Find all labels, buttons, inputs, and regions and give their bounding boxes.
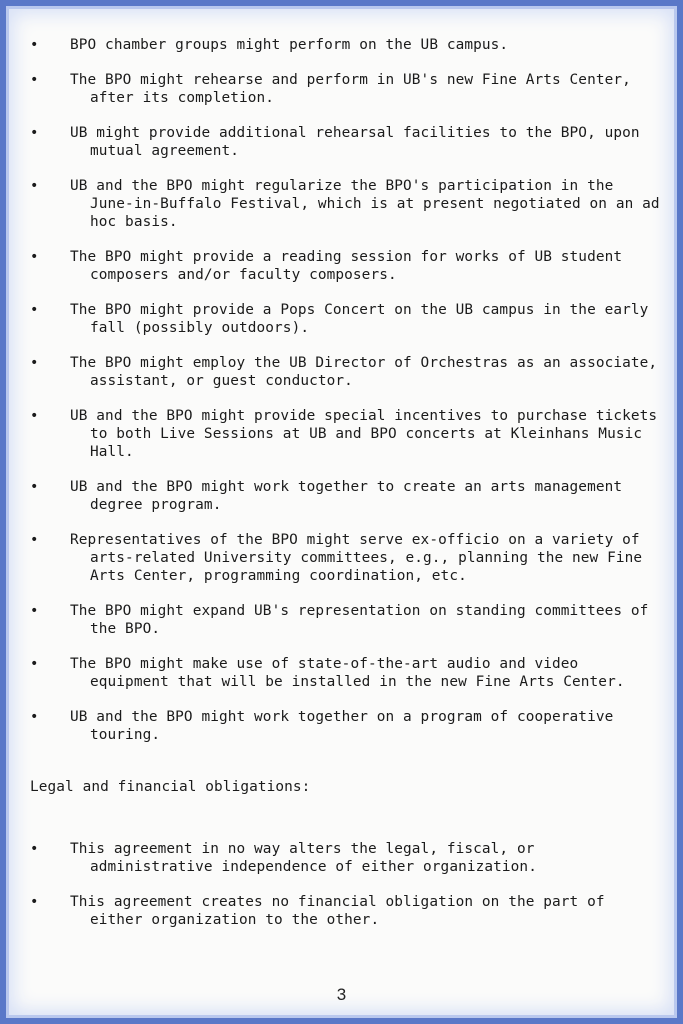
list-item-text: This agreement creates no financial obligation on the part of either organization to the other. <box>70 894 605 928</box>
bullet-icon: • <box>30 72 39 88</box>
list-item-text: The BPO might employ the UB Director of Orchestras as an associate, assistant, or guest conductor. <box>70 355 658 389</box>
bullet-icon: • <box>30 355 39 371</box>
list-item-text: Representatives of the BPO might serve ex-officio on a variety of arts-related University committees, e.g., planning the new Fine Arts Center, programming coordination, etc. <box>70 532 643 584</box>
list-item-text: This agreement in no way alters the legal, fiscal, or administrative independence of either organization. <box>70 841 537 875</box>
bullet-icon: • <box>30 408 39 424</box>
bullet-icon: • <box>30 894 39 910</box>
list-item-text: UB and the BPO might work together to create an arts management degree program. <box>70 479 623 513</box>
list-item <box>30 893 660 929</box>
section-heading: Legal and financial obligations: <box>30 779 311 795</box>
bullet-icon: • <box>30 603 39 619</box>
bullet-icon: • <box>30 841 39 857</box>
list-item <box>30 248 660 284</box>
list-item <box>30 354 660 390</box>
list-item-text: UB and the BPO might regularize the BPO's participation in the June-in-Buffalo Festival, which is at present negotiated on an ad hoc basis. <box>70 178 660 230</box>
bullet-icon: • <box>30 656 39 672</box>
list-item <box>30 301 660 337</box>
list-item <box>30 124 660 160</box>
list-item <box>30 71 660 107</box>
bullet-icon: • <box>30 479 39 495</box>
list-item-text: The BPO might make use of state-of-the-art audio and video equipment that will be installed in the new Fine Arts Center. <box>70 656 625 690</box>
list-item-text: The BPO might rehearse and perform in UB's new Fine Arts Center, after its completion. <box>70 72 631 106</box>
list-item <box>30 655 660 691</box>
document-page <box>30 36 660 946</box>
bullet-icon: • <box>30 709 39 725</box>
list-item <box>30 708 660 744</box>
bullet-icon: • <box>30 37 39 53</box>
list-item <box>30 602 660 638</box>
bullet-icon: • <box>30 532 39 548</box>
list-item-text: The BPO might expand UB's representation on standing committees of the BPO. <box>70 603 649 637</box>
list-item-text: The BPO might provide a Pops Concert on the UB campus in the early fall (possibly outdoors). <box>70 302 649 336</box>
list-item <box>30 478 660 514</box>
list-item-text: UB might provide additional rehearsal facilities to the BPO, upon mutual agreement. <box>70 125 640 159</box>
list-item-text: The BPO might provide a reading session for works of UB student composers and/or faculty composers. <box>70 249 623 283</box>
list-item <box>30 531 660 585</box>
list-item <box>30 840 660 876</box>
bullet-icon: • <box>30 302 39 318</box>
list-item <box>30 407 660 461</box>
page-number: 3 <box>336 985 347 1004</box>
bullet-icon: • <box>30 249 39 265</box>
list-item <box>30 177 660 231</box>
list-item <box>30 36 660 54</box>
bullet-icon: • <box>30 125 39 141</box>
bullet-icon: • <box>30 178 39 194</box>
list-item-text: UB and the BPO might work together on a program of cooperative touring. <box>70 709 614 743</box>
list-item-text: UB and the BPO might provide special incentives to purchase tickets to both Live Sessions at UB and BPO concerts at Kleinhans Music Hall. <box>70 408 658 460</box>
list-item-text: BPO chamber groups might perform on the UB campus. <box>70 37 509 53</box>
